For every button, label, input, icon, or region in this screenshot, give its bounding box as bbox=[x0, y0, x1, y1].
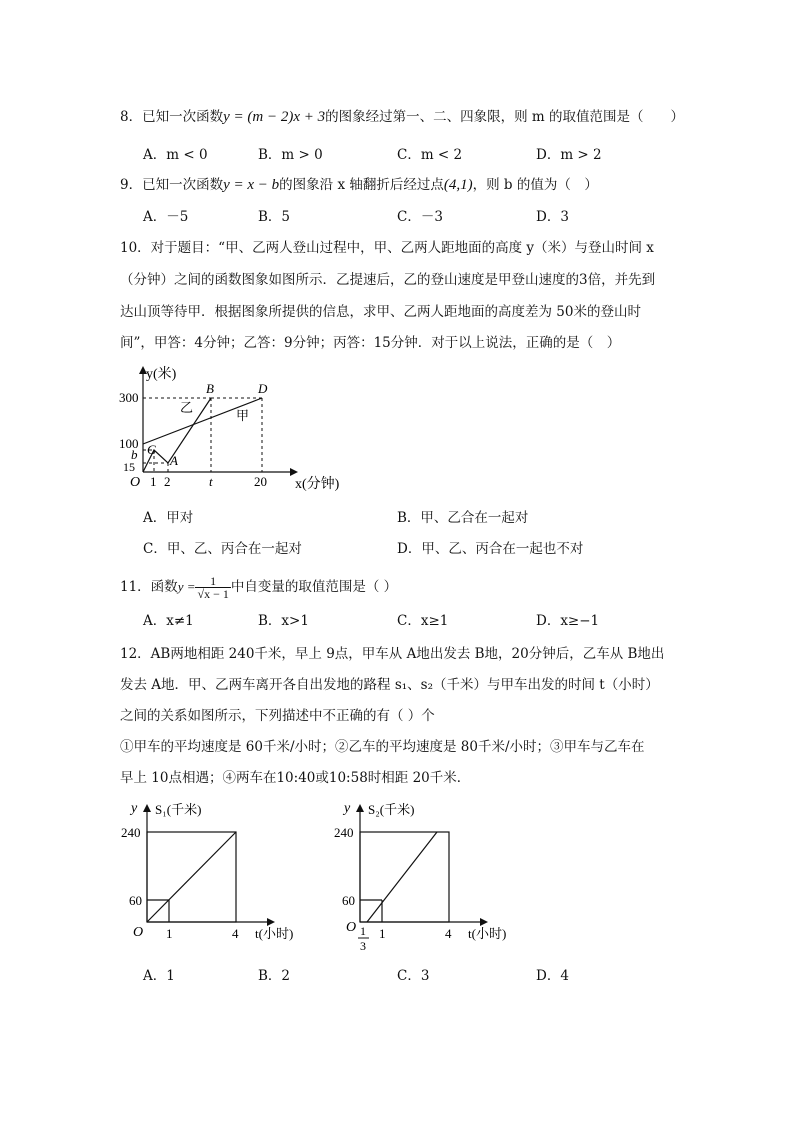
q10-series-jia: 甲 bbox=[236, 408, 250, 423]
q9-formula: y = x − b bbox=[223, 177, 280, 193]
q9-stem bbox=[120, 175, 598, 195]
q10-line-4: 间”，甲答：4分钟；乙答：9分钟；丙答：15分钟．对于以上说法，正确的是（ ） bbox=[120, 335, 621, 351]
q11-fraction bbox=[195, 575, 230, 600]
q12g2-line-s2 bbox=[367, 832, 437, 922]
q12g2-frac-num: 1 bbox=[360, 924, 366, 938]
q10-ytick-b: b bbox=[131, 447, 138, 462]
q10-point-c: C bbox=[147, 442, 156, 457]
q12g1-y-label: y bbox=[131, 801, 138, 816]
q10-xtick-1: 1 bbox=[150, 474, 157, 489]
q10-line-2: （分钟）之间的函数图象如图所示．乙提速后，乙的登山速度是甲登山速度的3倍，并先到 bbox=[120, 272, 656, 288]
q8-stem-pre: 8．已知一次函数 bbox=[120, 109, 224, 125]
q12g2-y-label: y bbox=[344, 801, 351, 816]
q8-option-b[interactable]: B．m > 0 bbox=[258, 147, 323, 163]
q10-ytick-100: 100 bbox=[119, 436, 139, 451]
q9-point: (4,1) bbox=[443, 177, 473, 193]
q12-option-b[interactable]: B．2 bbox=[258, 968, 291, 984]
q11-option-d[interactable]: D．x≥−1 bbox=[536, 613, 600, 629]
q8-option-d[interactable]: D．m > 2 bbox=[536, 147, 602, 163]
q12g1-x-label: t(小时) bbox=[255, 926, 294, 941]
q10-ytick-300: 300 bbox=[119, 390, 139, 405]
q12-option-c[interactable]: C．3 bbox=[397, 968, 430, 984]
q12g1-s-label: S₁(千米) bbox=[155, 802, 202, 817]
q11-stem-post: 中自变量的取值范围是（ ） bbox=[230, 579, 398, 595]
q10-line-1: 10．对于题目：“甲、乙两人登山过程中，甲、乙两人距地面的高度 y（米）与登山时间 x bbox=[120, 240, 654, 256]
q12-line-4: ①甲车的平均速度是 60千米/小时；②乙车的平均速度是 80千米/小时；③甲车与乙车在 bbox=[120, 739, 645, 755]
q10-xtick-2: 2 bbox=[164, 474, 171, 489]
q12g2-x-label: t(小时) bbox=[468, 926, 507, 941]
q9-stem-mid: 的图象沿 x 轴翻折后经过点 bbox=[279, 177, 444, 193]
q11-stem-pre: 11．函数 bbox=[120, 579, 178, 595]
q9-option-a[interactable]: A．－5 bbox=[143, 209, 189, 225]
q12g1-ytick-60: 60 bbox=[129, 893, 142, 908]
q9-option-b[interactable]: B．5 bbox=[258, 209, 291, 225]
q11-option-b[interactable]: B．x>1 bbox=[258, 613, 309, 629]
q10-x-label: x(分钟) bbox=[295, 477, 340, 492]
q12g2-ytick-240: 240 bbox=[334, 825, 354, 840]
q12g2-frame bbox=[360, 832, 449, 922]
q10-option-d[interactable]: D．甲、乙、丙合在一起也不对 bbox=[397, 541, 584, 557]
q12g2-frac-den: 3 bbox=[360, 939, 366, 953]
q11-formula-lhs: y = bbox=[177, 579, 196, 594]
q12-line-2: 发去 A地．甲、乙两车离开各自出发地的路程 s₁、s₂（千米）与甲车出发的时间 t（小时） bbox=[120, 677, 659, 693]
q11-option-a[interactable]: A．x≠1 bbox=[143, 613, 194, 629]
q11-frac-num: 1 bbox=[210, 574, 217, 588]
q8-option-c[interactable]: C．m < 2 bbox=[397, 147, 463, 163]
q10-origin: O bbox=[130, 475, 141, 490]
q12g1-ytick-240: 240 bbox=[121, 825, 141, 840]
q10-x-arrow bbox=[290, 468, 298, 476]
q11-option-c[interactable]: C．x≥1 bbox=[397, 613, 449, 629]
q9-stem-pre: 9．已知一次函数 bbox=[120, 177, 224, 193]
q10-point-b: B bbox=[206, 381, 214, 396]
q12g1-origin: O bbox=[133, 925, 144, 940]
q9-stem-post: ，则 b 的值为（ ） bbox=[472, 177, 598, 193]
q12-option-a[interactable]: A．1 bbox=[143, 968, 175, 984]
q8-option-a[interactable]: A．m < 0 bbox=[143, 147, 208, 163]
q10-ytick-15: 15 bbox=[123, 460, 135, 474]
q12-graph-1 bbox=[121, 796, 315, 946]
q12g1-line-s1 bbox=[147, 832, 236, 922]
q10-option-b[interactable]: B．甲、乙合在一起对 bbox=[397, 510, 529, 526]
q9-option-c[interactable]: C．－3 bbox=[397, 209, 443, 225]
q12-option-d[interactable]: D．4 bbox=[536, 968, 569, 984]
q12g1-xtick-4: 4 bbox=[232, 926, 239, 941]
q12g2-origin: O bbox=[346, 920, 357, 935]
q12-line-1: 12．AB两地相距 240千米，早上 9点，甲车从 A地出发去 B地，20分钟后，乙车从 B地出 bbox=[120, 646, 665, 662]
q10-y-label: y(米) bbox=[146, 367, 177, 382]
q10-xtick-t: t bbox=[209, 474, 213, 489]
q9-option-d[interactable]: D．3 bbox=[536, 209, 569, 225]
q12g2-y-arrow bbox=[356, 804, 364, 812]
q12-graph-2 bbox=[334, 796, 528, 956]
q8-formula: y = (m − 2)x + 3 bbox=[223, 109, 326, 125]
q8-stem-post: 的图象经过第一、二、四象限，则 m 的取值范围是（ ） bbox=[325, 109, 684, 125]
q10-graph bbox=[110, 362, 340, 497]
q11-stem bbox=[120, 575, 397, 600]
q12g2-xtick-4: 4 bbox=[445, 926, 452, 941]
q10-xtick-20: 20 bbox=[254, 474, 267, 489]
q12g1-xtick-1: 1 bbox=[166, 926, 173, 941]
q12g2-xtick-1: 1 bbox=[379, 926, 386, 941]
q12g2-ytick-60: 60 bbox=[342, 893, 355, 908]
q10-line-3: 达山顶等待甲．根据图象所提供的信息，求甲、乙两人距地面的高度差为 50米的登山时 bbox=[120, 304, 641, 320]
q12-line-5: 早上 10点相遇；④两车在10:40或10:58时相距 20千米． bbox=[120, 770, 471, 786]
q12-line-3: 之间的关系如图所示，下列描述中不正确的有（ ）个 bbox=[120, 708, 435, 724]
q12g1-y-arrow bbox=[143, 804, 151, 812]
q10-series-yi: 乙 bbox=[180, 400, 194, 415]
q12g2-s-label: S₂(千米) bbox=[368, 802, 415, 817]
q12g1-x-arrow bbox=[267, 918, 275, 926]
q11-frac-den: √x − 1 bbox=[197, 587, 229, 601]
q8-stem bbox=[120, 107, 684, 127]
q10-option-c[interactable]: C．甲、乙、丙合在一起对 bbox=[143, 541, 302, 557]
q10-point-d: D bbox=[258, 381, 268, 396]
q10-option-a[interactable]: A．甲对 bbox=[143, 510, 194, 526]
q12g2-x-arrow bbox=[480, 918, 488, 926]
q10-point-a: A bbox=[170, 453, 178, 468]
